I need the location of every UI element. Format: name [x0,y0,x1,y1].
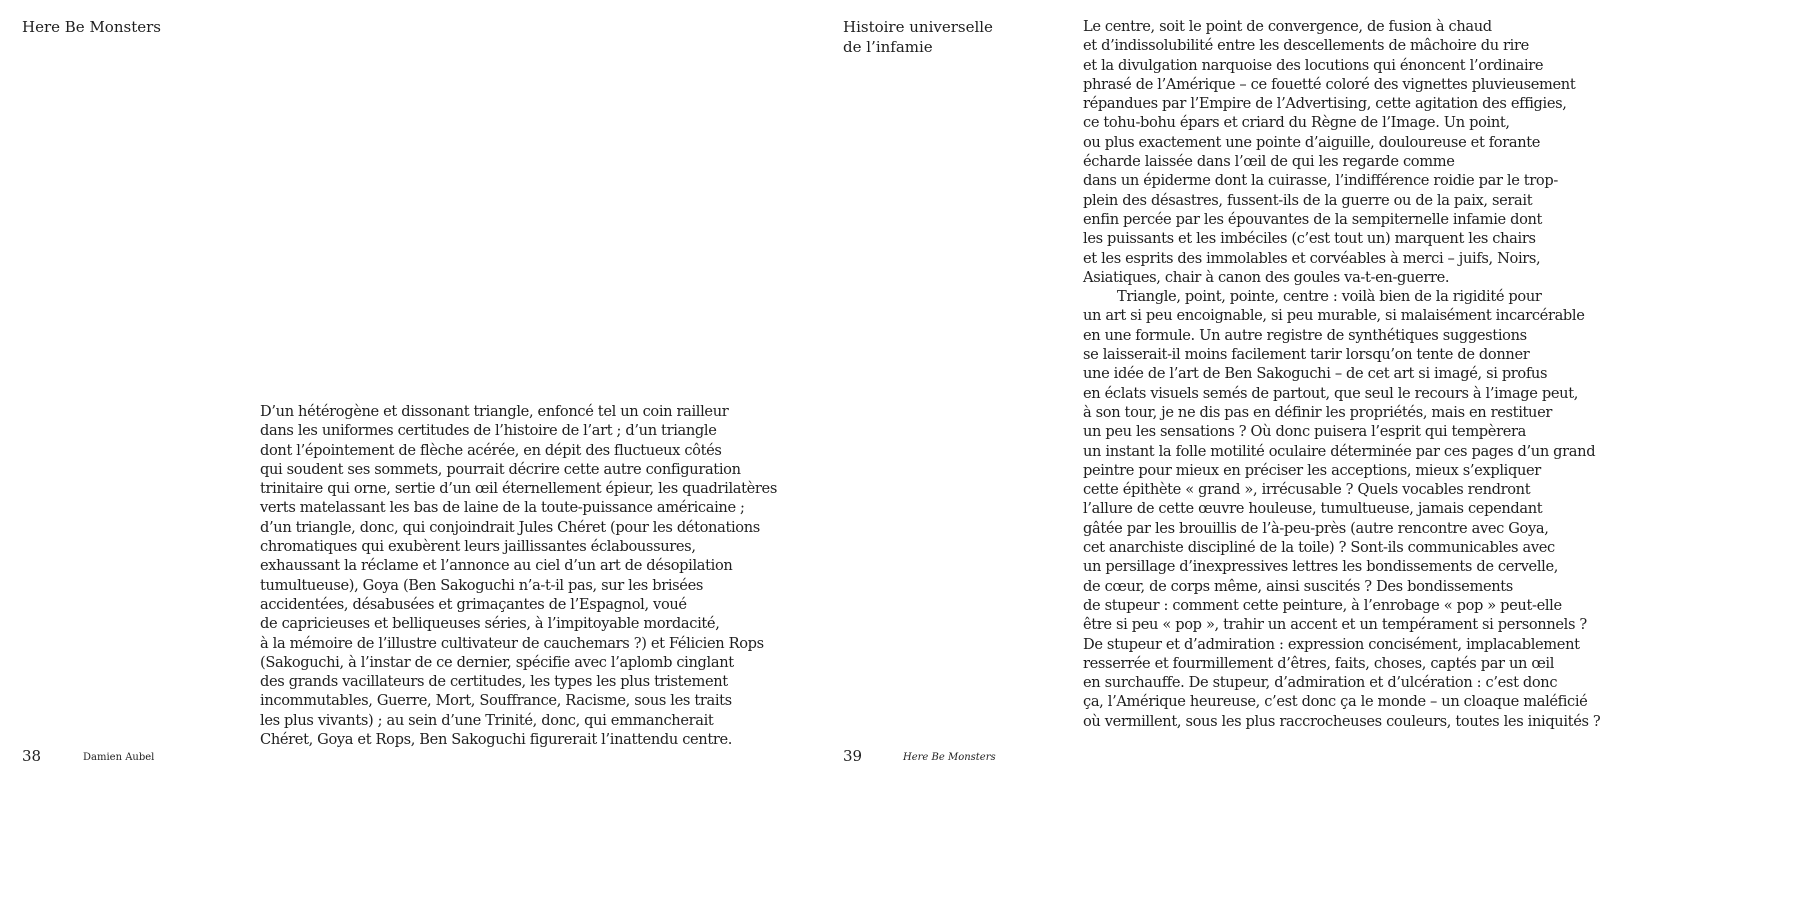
text-line: cet anarchiste discipliné de la toile) ? Sont-ils communicables avec [1083,539,1555,557]
text-line: écharde laissée dans l’œil de qui les regarde comme [1083,153,1455,171]
text-line: les puissants et les imbéciles (c’est tout un) marquent les chairs [1083,230,1536,248]
text-line: se laisserait-il moins facilement tarir lorsqu’on tente de donner [1083,346,1530,364]
text-line: qui soudent ses sommets, pourrait décrire cette autre configuration [260,460,741,478]
text-line: trinitaire qui orne, sertie d’un œil éternellement épieur, les quadrilatères [260,480,777,498]
page-number-right: 39 [843,747,863,765]
text-line: chromatiques qui exubèrent leurs jaillissantes éclaboussures, [260,538,696,556]
text-line: De stupeur et d’admiration : expression concisément, implacablement [1083,635,1580,653]
text-line: Chéret, Goya et Rops, Ben Sakoguchi figurerait l’inattendu centre. [260,731,733,749]
right-paragraphs [1083,17,1600,731]
text-line: l’allure de cette œuvre houleuse, tumultueuse, jamais cependant [1083,500,1543,518]
text-line: répandues par l’Empire de l’Advertising, cette agitation des effigies, [1083,95,1567,113]
text-line: (Sakoguchi, à l’instar de ce dernier, spécifie avec l’aplomb cinglant [260,653,734,671]
text-line: dont l’épointement de flèche acérée, en dépit des fluctueux côtés [260,441,722,459]
text-line: dans les uniformes certitudes de l’histoire de l’art ; d’un triangle [260,422,717,440]
text-line: où vermillent, sous les plus raccrocheuses couleurs, toutes les iniquités ? [1083,712,1601,730]
text-line: et la divulgation narquoise des locutions qui énoncent l’ordinaire [1083,56,1544,74]
text-line: ça, l’Amérique heureuse, c’est donc ça le monde – un cloaque maléficié [1083,693,1588,711]
left-paragraph [260,402,777,749]
text-line: d’un triangle, donc, qui conjoindrait Jules Chéret (pour les détonations [260,518,760,536]
section-title [843,18,993,57]
page-number-left: 38 [22,747,42,765]
footer-author: Damien Aubel [83,752,155,763]
text-line: Triangle, point, pointe, centre : voilà bien de la rigidité pour [1117,288,1542,306]
text-line: resserrée et fourmillement d’êtres, faits, choses, captés par un œil [1083,654,1555,672]
text-line: être si peu « pop », trahir un accent et un tempérament si personnels ? [1083,616,1587,634]
text-line: et les esprits des immolables et corvéables à merci – juifs, Noirs, [1083,249,1541,267]
text-line: ce tohu-bohu épars et criard du Règne de l’Image. Un point, [1083,114,1510,132]
text-line: un peu les sensations ? Où donc puisera l’esprit qui tempèrera [1083,423,1526,441]
paragraph-1 [1083,17,1600,287]
text-line: ou plus exactement une pointe d’aiguille, douloureuse et forante [1083,133,1541,151]
text-line: Asiatiques, chair à canon des goules va-t-en-guerre. [1083,268,1450,286]
text-line: de stupeur : comment cette peinture, à l’enrobage « pop » peut-elle [1083,596,1562,614]
text-line: verts matelassant les bas de laine de la toute-puissance américaine ; [260,499,745,517]
text-line: phrasé de l’Amérique – ce fouetté coloré des vignettes pluvieusement [1083,75,1576,93]
text-line: peintre pour mieux en préciser les acceptions, mieux s’expliquer [1083,461,1541,479]
footer-title: Here Be Monsters [903,752,996,763]
text-line: Le centre, soit le point de convergence, de fusion à chaud [1083,18,1492,35]
text-line: à son tour, je ne dis pas en définir les propriétés, mais en restituer [1083,403,1552,421]
text-line: incommutables, Guerre, Mort, Souffrance, Racisme, sous les traits [260,692,732,710]
text-line: les plus vivants) ; au sein d’une Trinité, donc, qui emmancherait [260,711,714,729]
text-line: enfin percée par les épouvantes de la sempiternelle infamie dont [1083,210,1543,228]
text-line: un art si peu encoignable, si peu murable, si malaisément incarcérable [1083,307,1585,325]
running-head: Here Be Monsters [22,18,161,36]
text-line: gâtée par les brouillis de l’à-peu-près (autre rencontre avec Goya, [1083,519,1549,537]
text-line: en une formule. Un autre registre de synthétiques suggestions [1083,326,1527,344]
text-line: en surchauffe. De stupeur, d’admiration et d’ulcération : c’est donc [1083,674,1558,692]
text-line: D’un hétérogène et dissonant triangle, enfoncé tel un coin railleur [260,403,729,420]
text-line: un instant la folle motilité oculaire déterminée par ces pages d’un grand [1083,442,1596,460]
text-line: un persillage d’inexpressives lettres les bondissements de cervelle, [1083,558,1559,576]
section-title-line: de l’infamie [843,37,933,56]
text-line: des grands vacillateurs de certitudes, les types les plus tristement [260,673,728,691]
text-line: en éclats visuels semés de partout, que seul le recours à l’image peut, [1083,384,1579,402]
text-line: de cœur, de corps même, ainsi suscités ? Des bondissements [1083,577,1513,595]
paragraph-2 [1083,287,1600,731]
text-line: plein des désastres, fussent-ils de la guerre ou de la paix, serait [1083,191,1533,209]
text-line: exhaussant la réclame et l’annonce au ciel d’un art de désopilation [260,557,733,575]
text-line: dans un épiderme dont la cuirasse, l’indifférence roidie par le trop- [1083,172,1558,190]
text-line: de capricieuses et belliqueuses séries, à l’impitoyable mordacité, [260,615,720,633]
section-title-line: Histoire universelle [843,18,993,36]
text-line: tumultueuse), Goya (Ben Sakoguchi n’a-t-il pas, sur les brisées [260,576,704,594]
text-line: cette épithète « grand », irrécusable ? Quels vocables rendront [1083,481,1531,499]
text-line: accidentées, désabusées et grimaçantes de l’Espagnol, voué [260,595,687,613]
text-line: et d’indissolubilité entre les descellements de mâchoire du rire [1083,37,1529,55]
text-line: une idée de l’art de Ben Sakoguchi – de cet art si imagé, si profus [1083,365,1548,383]
text-line: à la mémoire de l’illustre cultivateur de cauchemars ?) et Félicien Rops [260,634,764,652]
